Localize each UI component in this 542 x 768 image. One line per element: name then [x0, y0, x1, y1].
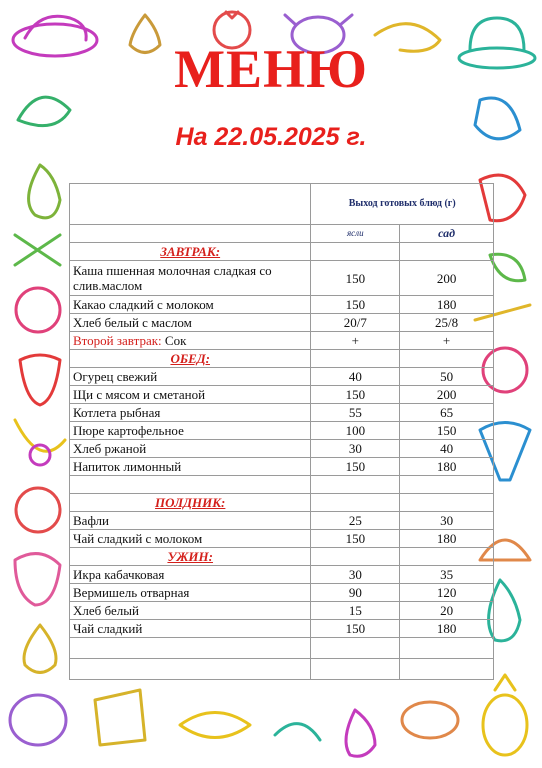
table-row — [70, 422, 494, 440]
dish-name: Пюре картофельное — [70, 422, 311, 440]
dish-name: Котлета рыбная — [70, 404, 311, 422]
table-row — [70, 261, 494, 296]
nursery-amount: 30 — [311, 566, 400, 584]
nursery-amount: 150 — [311, 458, 400, 476]
dish-name: Хлеб ржаной — [70, 440, 311, 458]
menu-date: На 22.05.2025 г. — [175, 123, 367, 151]
output-header: Выход готовых блюд (г) — [348, 198, 456, 209]
nursery-amount: 15 — [311, 602, 400, 620]
dish-name: Чай сладкий — [70, 620, 311, 638]
pear-bottom-icon — [346, 710, 375, 756]
menu-table — [69, 183, 494, 680]
subheader-empty-cell — [70, 225, 311, 243]
pear-icon — [29, 165, 60, 218]
garden-amount: 35 — [400, 566, 494, 584]
empty-row — [70, 476, 494, 494]
garden-amount: 180 — [400, 530, 494, 548]
nursery-amount: 30 — [311, 440, 400, 458]
nursery-column-header: ясли — [311, 225, 400, 243]
nursery-amount: 150 — [311, 620, 400, 638]
cheese-icon — [95, 690, 145, 745]
dish-name: Какао сладкий с молоком — [70, 296, 311, 314]
garden-amount: 40 — [400, 440, 494, 458]
dish-name: Напиток лимонный — [70, 458, 311, 476]
table-row — [70, 314, 494, 332]
nursery-amount: 20/7 — [311, 314, 400, 332]
lemon-icon — [10, 695, 66, 745]
dish-name: Вафли — [70, 512, 311, 530]
nursery-amount: 100 — [311, 422, 400, 440]
table-row — [70, 404, 494, 422]
header-empty-cell — [70, 184, 311, 225]
section-lunch: ОБЕД: — [70, 350, 311, 368]
banana-icon — [15, 420, 65, 451]
section-snack: ПОЛДНИК: — [70, 494, 311, 512]
table-row — [70, 602, 494, 620]
garlic-left-icon — [24, 625, 56, 673]
shrimp-bottom-icon — [275, 724, 320, 740]
garden-amount: 200 — [400, 261, 494, 296]
nursery-amount: 55 — [311, 404, 400, 422]
garden-column-header: сад — [400, 225, 494, 243]
garden-amount: 20 — [400, 602, 494, 620]
dish-name: Вермишель отварная — [70, 584, 311, 602]
leaf-icon — [490, 254, 525, 280]
dish-name: Щи с мясом и сметаной — [70, 386, 311, 404]
nursery-amount: 150 — [311, 386, 400, 404]
section-row — [70, 494, 494, 512]
table-row — [70, 566, 494, 584]
nursery-amount: + — [311, 332, 400, 350]
page-title: МЕНЮ — [174, 39, 368, 99]
section-row — [70, 243, 494, 261]
section-breakfast: ЗАВТРАК: — [70, 243, 311, 261]
table-row — [70, 530, 494, 548]
grape-icon — [30, 445, 50, 465]
table-row — [70, 368, 494, 386]
dish-name: Чай сладкий с молоком — [70, 530, 311, 548]
second-breakfast-cell — [70, 332, 311, 350]
table-subheader-row — [70, 225, 494, 243]
tomato-left-icon — [16, 488, 60, 532]
table-row — [70, 620, 494, 638]
empty-row — [70, 659, 494, 680]
nursery-amount: 150 — [311, 296, 400, 314]
table-row — [70, 458, 494, 476]
garden-amount: 25/8 — [400, 314, 494, 332]
garden-amount: 30 — [400, 512, 494, 530]
garden-amount: 180 — [400, 458, 494, 476]
second-breakfast-label: Второй завтрак: — [73, 333, 162, 348]
garden-amount: 120 — [400, 584, 494, 602]
dish-name: Каша пшенная молочная сладкая со слив.маслом — [70, 261, 311, 296]
nursery-amount: 40 — [311, 368, 400, 386]
fish-icon — [180, 713, 250, 738]
table-header-row — [70, 184, 494, 225]
apple-icon — [16, 288, 60, 332]
garden-amount: 180 — [400, 296, 494, 314]
dish-name: Хлеб белый — [70, 602, 311, 620]
dish-name: Сок — [164, 333, 187, 348]
table-row — [70, 512, 494, 530]
crab-bottom-icon — [402, 702, 458, 738]
header-output-cell — [311, 184, 494, 225]
dish-name: Икра кабачковая — [70, 566, 311, 584]
nursery-amount: 150 — [311, 261, 400, 296]
table-row — [70, 332, 494, 350]
pineapple-icon — [483, 675, 527, 755]
garden-amount: 180 — [400, 620, 494, 638]
table-row — [70, 584, 494, 602]
dish-name: Хлеб белый с маслом — [70, 314, 311, 332]
garden-amount: 150 — [400, 422, 494, 440]
section-dinner: УЖИН: — [70, 548, 311, 566]
section-row — [70, 350, 494, 368]
garden-amount: 65 — [400, 404, 494, 422]
strawberry-icon — [20, 355, 60, 405]
nursery-amount: 90 — [311, 584, 400, 602]
garden-amount: 50 — [400, 368, 494, 386]
section-row — [70, 548, 494, 566]
table-row — [70, 296, 494, 314]
nursery-amount: 25 — [311, 512, 400, 530]
pepper-icon — [15, 554, 60, 605]
table-row — [70, 440, 494, 458]
garden-amount: + — [400, 332, 494, 350]
dish-name: Огурец свежий — [70, 368, 311, 386]
table-row — [70, 386, 494, 404]
empty-row — [70, 638, 494, 659]
nursery-amount: 150 — [311, 530, 400, 548]
garden-amount: 200 — [400, 386, 494, 404]
bow-icon — [15, 235, 60, 265]
